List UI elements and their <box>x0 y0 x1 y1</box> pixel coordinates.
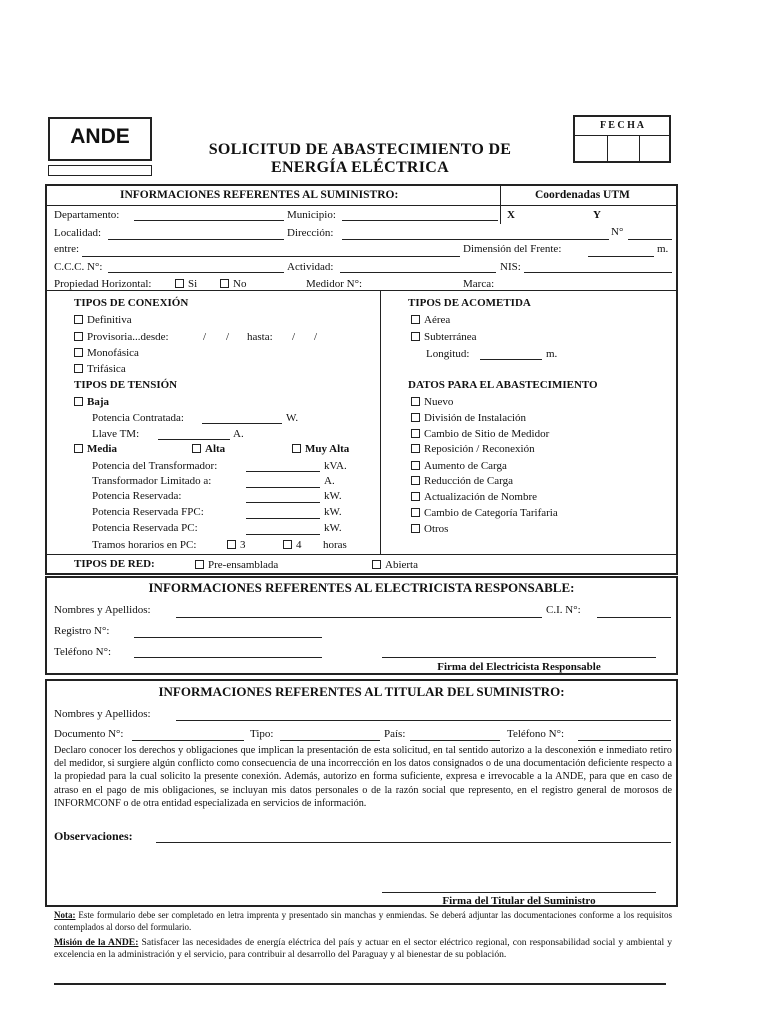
numero-label: N° <box>611 226 624 238</box>
electricista-nombres-label: Nombres y Apellidos: <box>54 604 151 616</box>
localidad-label: Localidad: <box>54 227 102 239</box>
pot-reservada-label: Potencia Reservada: <box>92 490 182 502</box>
otros-checkbox[interactable] <box>411 524 420 533</box>
subterranea-option[interactable]: Subterránea <box>411 331 477 343</box>
electricista-ci-label: C.I. N°: <box>546 604 581 616</box>
logo-sub-box <box>48 165 152 176</box>
definitiva-checkbox[interactable] <box>74 315 83 324</box>
monofasica-option[interactable]: Monofásica <box>74 347 139 359</box>
nota-text: Nota: Este formulario debe ser completado en letra imprenta y presentado sin manchas y enmiendas. Se deberá adjuntar las documentaciones conforme a los requisitos contemplados al dorso del formulario. <box>54 910 673 932</box>
transf-limitado-field[interactable] <box>246 487 320 488</box>
no-checkbox[interactable] <box>220 279 229 288</box>
titular-telefono-field[interactable] <box>578 740 671 741</box>
titular-pais-field[interactable] <box>410 740 500 741</box>
pot-fpc-field[interactable] <box>246 518 320 519</box>
departamento-label: Departamento: <box>54 209 120 221</box>
titular-documento-field[interactable] <box>132 740 244 741</box>
pot-pc-label: Potencia Reservada PC: <box>92 522 198 534</box>
abierta-checkbox[interactable] <box>372 560 381 569</box>
pot-transformador-unit: kVA. <box>324 460 347 472</box>
tramos-4-checkbox[interactable] <box>283 540 292 549</box>
potencia-contratada-unit: W. <box>286 412 299 424</box>
propiedad-si[interactable]: Si <box>175 278 197 290</box>
ande-logo: ANDE <box>70 125 130 148</box>
datos-item-categoria[interactable]: Cambio de Categoría Tarifaria <box>411 507 558 519</box>
division-checkbox[interactable] <box>411 413 420 422</box>
datos-item-reduccion[interactable]: Reducción de Carga <box>411 475 513 487</box>
provisoria-option[interactable]: Provisoria...desde: <box>74 331 169 343</box>
transf-limitado-label: Transformador Limitado a: <box>92 475 212 487</box>
titular-firma-label: Firma del Titular del Suministro <box>442 895 596 907</box>
coord-heading: Coordenadas UTM <box>535 189 630 201</box>
pot-reservada-unit: kW. <box>324 490 342 502</box>
fecha-label: F E C H A <box>599 120 645 131</box>
municipio-field[interactable] <box>342 220 498 221</box>
pot-transformador-field[interactable] <box>246 471 320 472</box>
categoria-checkbox[interactable] <box>411 508 420 517</box>
llave-field[interactable] <box>158 439 230 440</box>
hasta-label: hasta: <box>247 331 273 343</box>
electricista-registro-label: Registro N°: <box>54 625 110 637</box>
numero-field[interactable] <box>628 239 672 240</box>
medidor-label: Medidor N°: <box>306 278 363 290</box>
tramos-label: Tramos horarios en PC: <box>92 539 197 551</box>
electricista-firma-label: Firma del Electricista Responsable <box>437 661 601 673</box>
form-title-line2: ENERGÍA ELÉCTRICA <box>270 159 450 176</box>
pre-ensamblada-option[interactable]: Pre-ensamblada <box>195 559 278 571</box>
reduccion-checkbox[interactable] <box>411 476 420 485</box>
coord-x-label: X <box>507 209 515 221</box>
hasta-slash2: / <box>314 331 318 343</box>
marca-label: Marca: <box>463 278 495 290</box>
media-checkbox[interactable] <box>74 444 83 453</box>
electricista-nombres-field[interactable] <box>176 617 542 618</box>
nuevo-checkbox[interactable] <box>411 397 420 406</box>
baja-option[interactable]: Baja <box>74 396 109 408</box>
pot-fpc-unit: kW. <box>324 506 342 518</box>
titular-documento-label: Documento N°: <box>54 728 124 740</box>
dimension-field[interactable] <box>588 256 654 257</box>
si-checkbox[interactable] <box>175 279 184 288</box>
actualizacion-checkbox[interactable] <box>411 492 420 501</box>
direccion-label: Dirección: <box>287 227 334 239</box>
pot-transformador-label: Potencia del Transformador: <box>92 460 218 472</box>
direccion-field[interactable] <box>342 239 609 240</box>
electricista-registro-field[interactable] <box>134 637 322 638</box>
datos-item-reposicion[interactable]: Reposición / Reconexión <box>411 443 535 455</box>
observaciones-label: Observaciones: <box>54 829 133 843</box>
red-heading: TIPOS DE RED: <box>74 558 155 570</box>
longitud-unit: m. <box>546 348 558 360</box>
reposicion-checkbox[interactable] <box>411 444 420 453</box>
localidad-field[interactable] <box>108 239 284 240</box>
electricista-heading: INFORMACIONES REFERENTES AL ELECTRICISTA RESPONSABLE: <box>148 580 575 595</box>
nis-label: NIS: <box>500 261 521 273</box>
pre-ensamblada-checkbox[interactable] <box>195 560 204 569</box>
datos-item-aumento[interactable]: Aumento de Carga <box>411 460 507 472</box>
cambio-sitio-checkbox[interactable] <box>411 429 420 438</box>
municipio-label: Municipio: <box>287 209 336 221</box>
mision-text: Misión de la ANDE: Satisfacer las necesidades de energía eléctrica del país y actuar en el sector eléctrico regional, con responsabilidad social y ambiental y excelencia en la administración y el servicio, para contribuir al desarrollo del Paraguay y al bienestar de su población. <box>54 937 673 960</box>
trifasica-checkbox[interactable] <box>74 364 83 373</box>
horas-label: horas <box>323 539 347 551</box>
coord-y-label: Y <box>593 209 601 221</box>
departamento-field[interactable] <box>134 220 284 221</box>
media-option[interactable]: Media <box>74 443 117 455</box>
desde-slash1: / <box>203 331 207 343</box>
datos-item-division[interactable]: División de Instalación <box>411 412 526 424</box>
titular-nombres-label: Nombres y Apellidos: <box>54 708 151 720</box>
llave-unit: A. <box>233 428 244 440</box>
potencia-contratada-label: Potencia Contratada: <box>92 412 184 424</box>
declaracion-text: Declaro conocer los derechos y obligaciones que implican la presentación de esta solicitud, en tal sentido autorizo a la desconexión e inmediato retiro del medidor, si surgiere algún conflicto como consecuencia de una incorrección en los datos consignados o de una documentación deficiente respecto a la propiedad para la cual solicito la presente conexión. Además, autorizo en forma suficiente, expresa e irrevocable a la ANDE, para que en caso de atraso en el pago de mis obligaciones, se incluyan mis datos personales o de la razón social que represento, en el registro general de morosos de INFORMCONF o de otra entidad especializada en servicios de información. <box>54 745 672 809</box>
monofasica-checkbox[interactable] <box>74 348 83 357</box>
titular-firma-line[interactable] <box>382 892 656 893</box>
dimension-unit: m. <box>657 243 669 255</box>
ccc-field[interactable] <box>108 272 284 273</box>
datos-heading: DATOS PARA EL ABASTECIMIENTO <box>408 379 598 391</box>
titular-nombres-field[interactable] <box>176 720 671 721</box>
electricista-ci-field[interactable] <box>597 617 671 618</box>
aumento-checkbox[interactable] <box>411 461 420 470</box>
titular-tipo-field[interactable] <box>280 740 380 741</box>
titular-pais-label: País: <box>384 728 406 740</box>
electricista-telefono-label: Teléfono N°: <box>54 646 112 658</box>
dimension-label: Dimensión del Frente: <box>463 243 562 255</box>
aerea-checkbox[interactable] <box>411 315 420 324</box>
transf-limitado-unit: A. <box>324 475 335 487</box>
suministro-heading: INFORMACIONES REFERENTES AL SUMINISTRO: <box>120 189 399 201</box>
entre-field[interactable] <box>82 256 460 257</box>
datos-item-nuevo[interactable]: Nuevo <box>411 396 453 408</box>
ccc-label: C.C.C. N°: <box>54 261 103 273</box>
definitiva-option[interactable]: Definitiva <box>74 314 132 326</box>
provisoria-checkbox[interactable] <box>74 332 83 341</box>
bottom-rule <box>54 983 666 985</box>
pot-fpc-label: Potencia Reservada FPC: <box>92 506 204 518</box>
nis-field[interactable] <box>524 272 672 273</box>
tramos-3-checkbox[interactable] <box>227 540 236 549</box>
titular-telefono-label: Teléfono N°: <box>507 728 565 740</box>
pot-pc-unit: kW. <box>324 522 342 534</box>
potencia-contratada-field[interactable] <box>202 423 282 424</box>
muy-alta-checkbox[interactable] <box>292 444 301 453</box>
hasta-slash1: / <box>292 331 296 343</box>
longitud-label: Longitud: <box>426 348 470 360</box>
propiedad-no[interactable]: No <box>220 278 246 290</box>
conexion-heading: TIPOS DE CONEXIÓN <box>74 297 189 309</box>
llave-label: Llave TM: <box>92 428 140 440</box>
longitud-field[interactable] <box>480 359 542 360</box>
tension-heading: TIPOS DE TENSIÓN <box>74 379 178 391</box>
form-title-line1: SOLICITUD DE ABASTECIMIENTO DE <box>208 141 512 158</box>
observaciones-field[interactable] <box>156 842 671 843</box>
alta-checkbox[interactable] <box>192 444 201 453</box>
desde-slash2: / <box>226 331 230 343</box>
actividad-label: Actividad: <box>287 261 334 273</box>
electricista-firma-line[interactable] <box>382 657 656 658</box>
aerea-option[interactable]: Aérea <box>411 314 450 326</box>
titular-tipo-label: Tipo: <box>250 728 274 740</box>
tramos-3-option[interactable]: 3 <box>227 539 246 551</box>
datos-item-otros[interactable]: Otros <box>411 523 448 535</box>
baja-checkbox[interactable] <box>74 397 83 406</box>
actividad-field[interactable] <box>340 272 496 273</box>
titular-heading: INFORMACIONES REFERENTES AL TITULAR DEL SUMINISTRO: <box>158 684 565 699</box>
abierta-option[interactable]: Abierta <box>372 559 418 571</box>
trifasica-option[interactable]: Trifásica <box>74 363 126 375</box>
muy-alta-option[interactable]: Muy Alta <box>292 443 349 455</box>
subterranea-checkbox[interactable] <box>411 332 420 341</box>
pot-pc-field[interactable] <box>246 534 320 535</box>
alta-option[interactable]: Alta <box>192 443 225 455</box>
tramos-4-option[interactable]: 4 <box>283 539 302 551</box>
pot-reservada-field[interactable] <box>246 502 320 503</box>
propiedad-label: Propiedad Horizontal: <box>54 278 152 290</box>
datos-item-cambio-sitio[interactable]: Cambio de Sitio de Medidor <box>411 428 549 440</box>
datos-item-actualizacion[interactable]: Actualización de Nombre <box>411 491 537 503</box>
acometida-heading: TIPOS DE ACOMETIDA <box>408 297 531 309</box>
electricista-telefono-field[interactable] <box>134 657 322 658</box>
entre-label: entre: <box>54 243 80 255</box>
